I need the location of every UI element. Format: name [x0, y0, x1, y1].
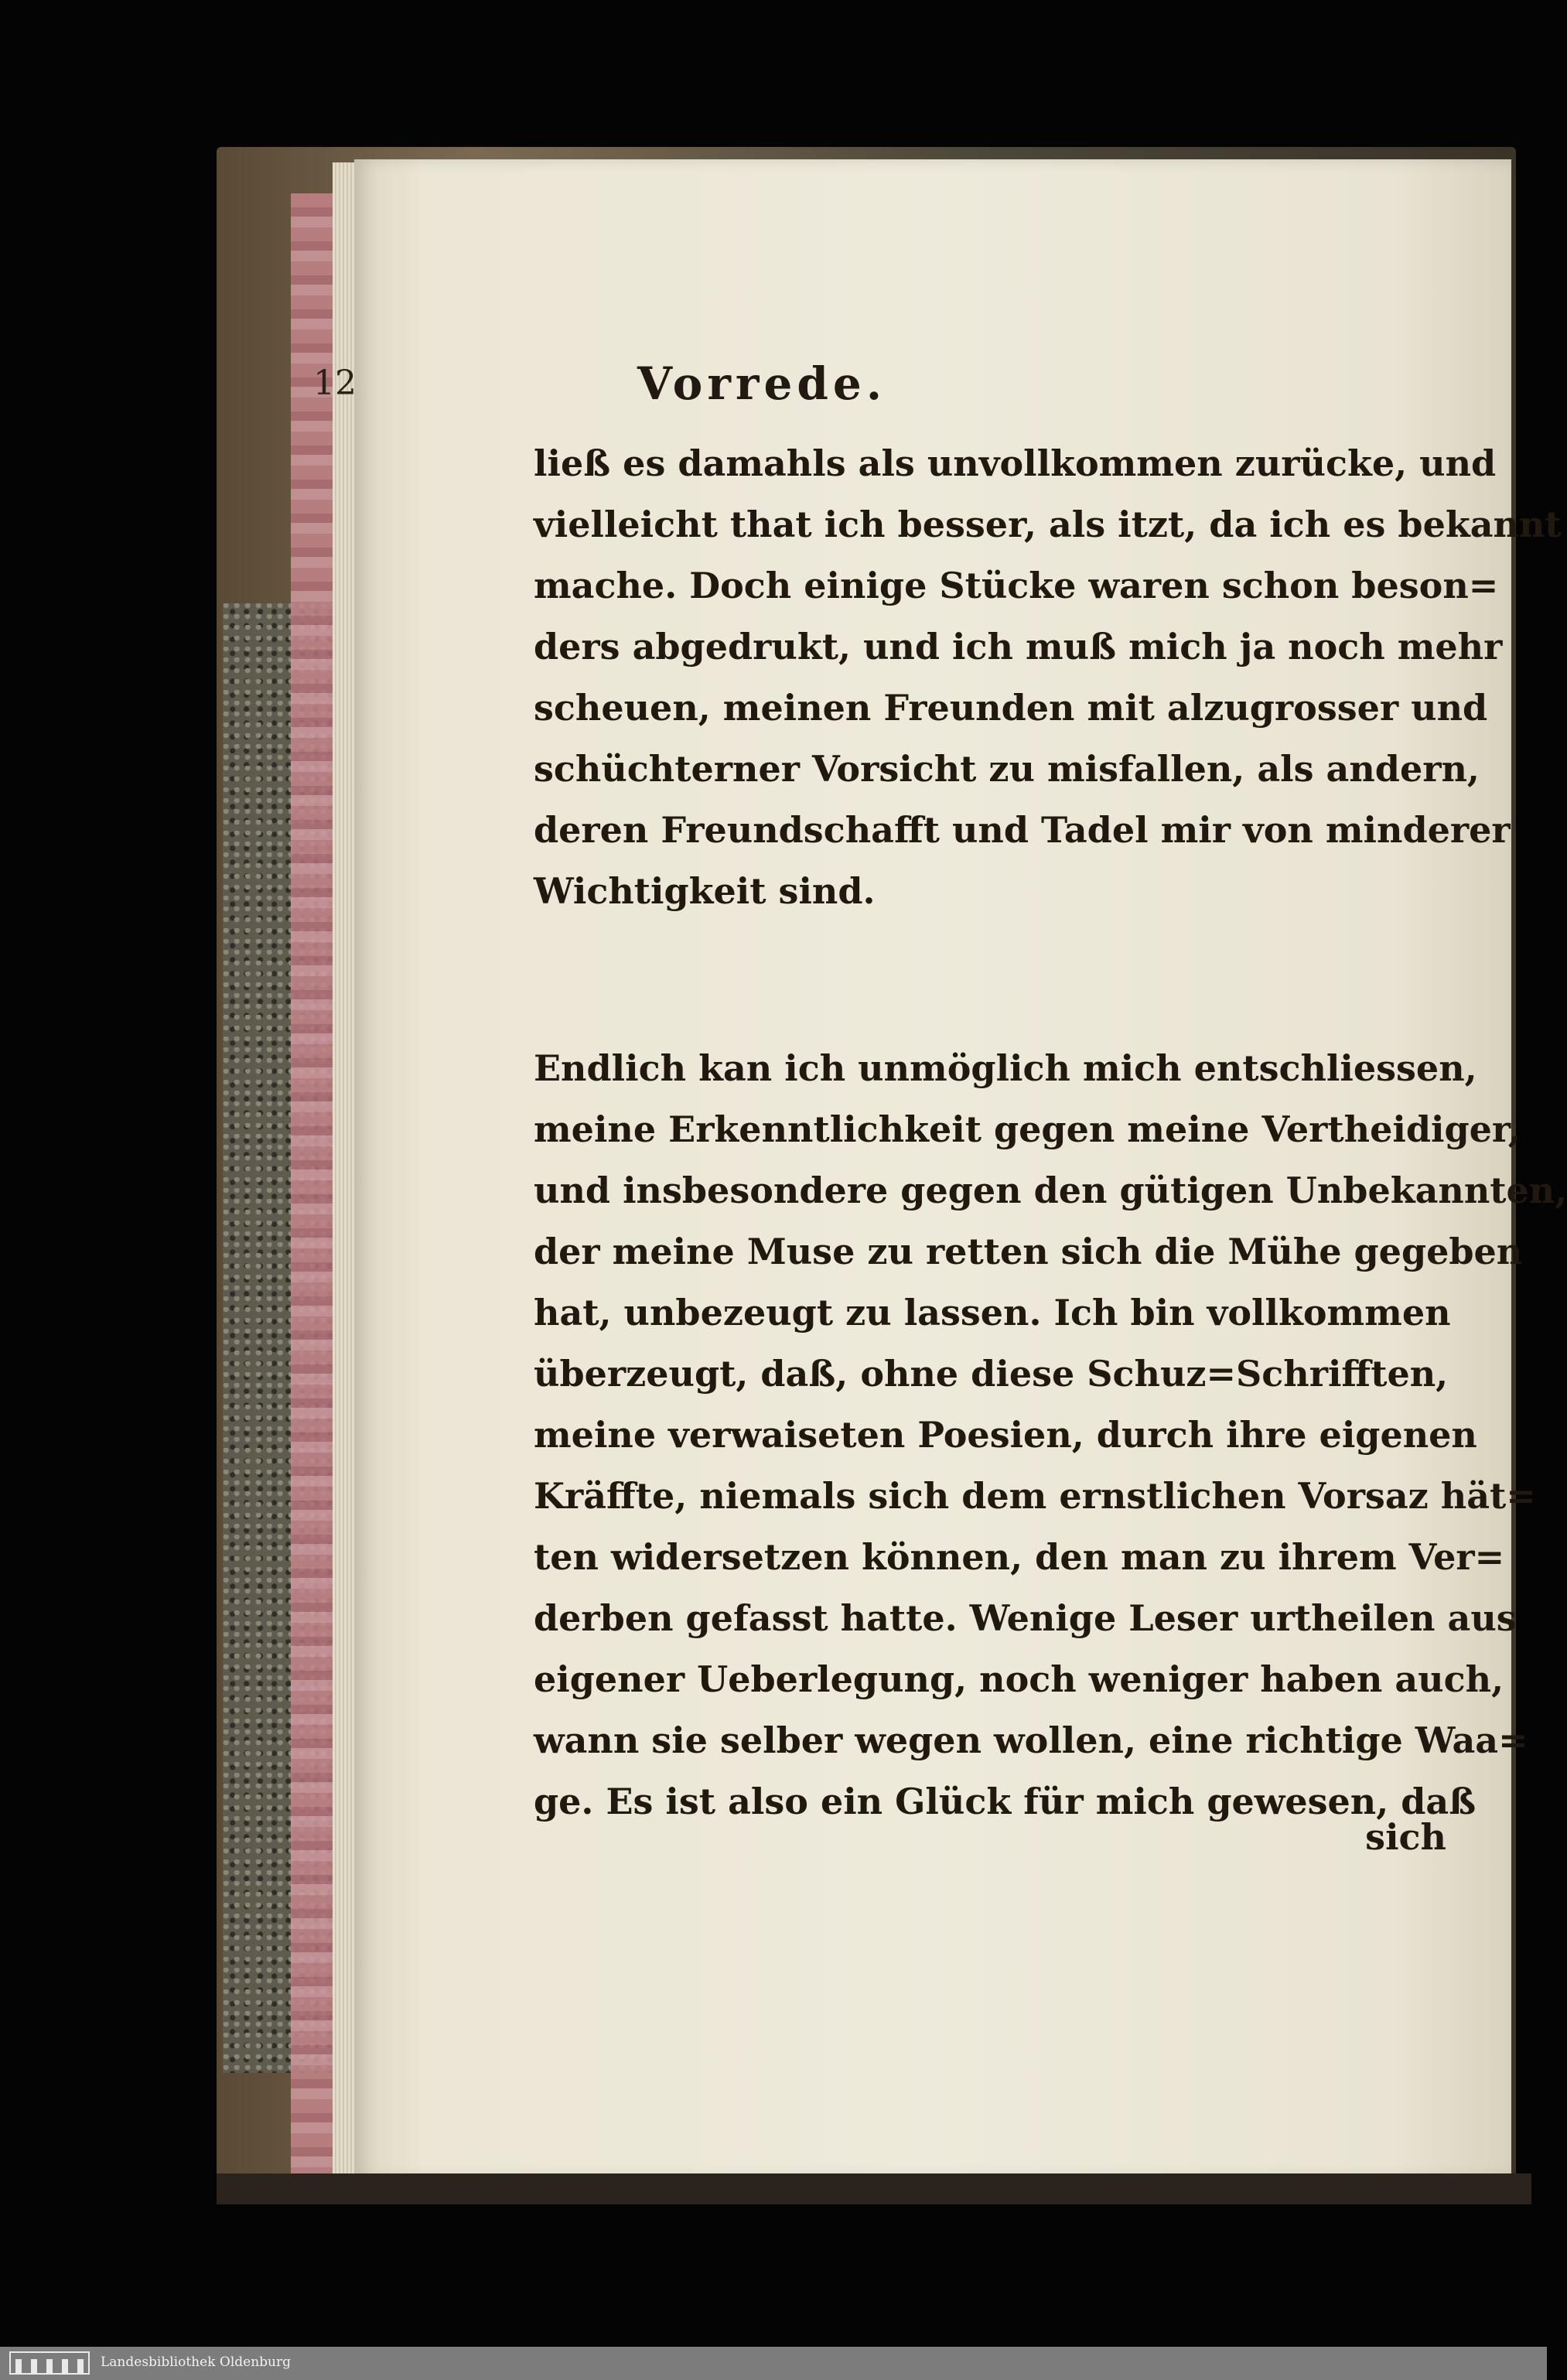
text-line: Kräffte, niemals sich dem ernstlichen Vorsaz hät=: [534, 1475, 1536, 1517]
paragraph-2: [534, 1038, 1567, 1832]
text-line: derben gefasst hatte. Wenige Leser urtheilen aus: [534, 1597, 1517, 1639]
text-line: Wichtigkeit sind.: [534, 870, 876, 912]
text-line: ließ es damahls als unvollkommen zurücke, und: [534, 442, 1497, 484]
book-binding-bottom: [217, 2173, 1531, 2204]
text-line: eigener Ueberlegung, noch weniger haben auch,: [534, 1658, 1504, 1700]
text-line: überzeugt, daß, ohne diese Schuz=Schrifften,: [534, 1353, 1449, 1395]
text-line: Endlich kan ich unmöglich mich entschliessen,: [534, 1047, 1477, 1089]
text-line: und insbesondere gegen den gütigen Unbekannten,: [534, 1170, 1567, 1211]
text-line: deren Freundschafft und Tadel mir von minderer: [534, 809, 1511, 851]
paragraph-1: [534, 433, 1562, 922]
text-line: wann sie selber wegen wollen, eine richtige Waa=: [534, 1719, 1528, 1761]
body-text: [534, 433, 1567, 1832]
text-line: scheuen, meinen Freunden mit alzugrosser und: [534, 687, 1488, 729]
text-line: hat, unbezeugt zu lassen. Ich bin vollkommen: [534, 1292, 1451, 1333]
catchword: sich: [1365, 1816, 1446, 1858]
text-line: mache. Doch einige Stücke waren schon beson=: [534, 565, 1499, 606]
page-header: [313, 357, 1442, 419]
catchword-row: [534, 1816, 1446, 1858]
text-line: schüchterner Vorsicht zu misfallen, als andern,: [534, 748, 1480, 790]
text-line: meine verwaiseten Poesien, durch ihre eigenen: [534, 1414, 1477, 1456]
text-line: vielleicht that ich besser, als itzt, da ich es bekannt: [534, 504, 1562, 545]
library-building-icon: [9, 2351, 90, 2375]
text-line: ten widersetzen können, den man zu ihrem Ver=: [534, 1536, 1505, 1578]
text-line: meine Erkenntlichkeit gegen meine Vertheidiger,: [534, 1108, 1521, 1150]
text-line: ders abgedrukt, und ich muß mich ja noch mehr: [534, 626, 1503, 668]
footer-institution: Landesbibliothek Oldenburg: [101, 2354, 292, 2370]
text-line: ge. Es ist also ein Glück für mich gewesen, daß: [534, 1781, 1477, 1822]
text-line: der meine Muse zu retten sich die Mühe gegeben: [534, 1231, 1523, 1272]
paragraph-gap: [534, 922, 1446, 1038]
page-number: 12: [313, 364, 357, 403]
footer-bar: [0, 2347, 1547, 2380]
running-title: Vorrede.: [637, 357, 887, 410]
